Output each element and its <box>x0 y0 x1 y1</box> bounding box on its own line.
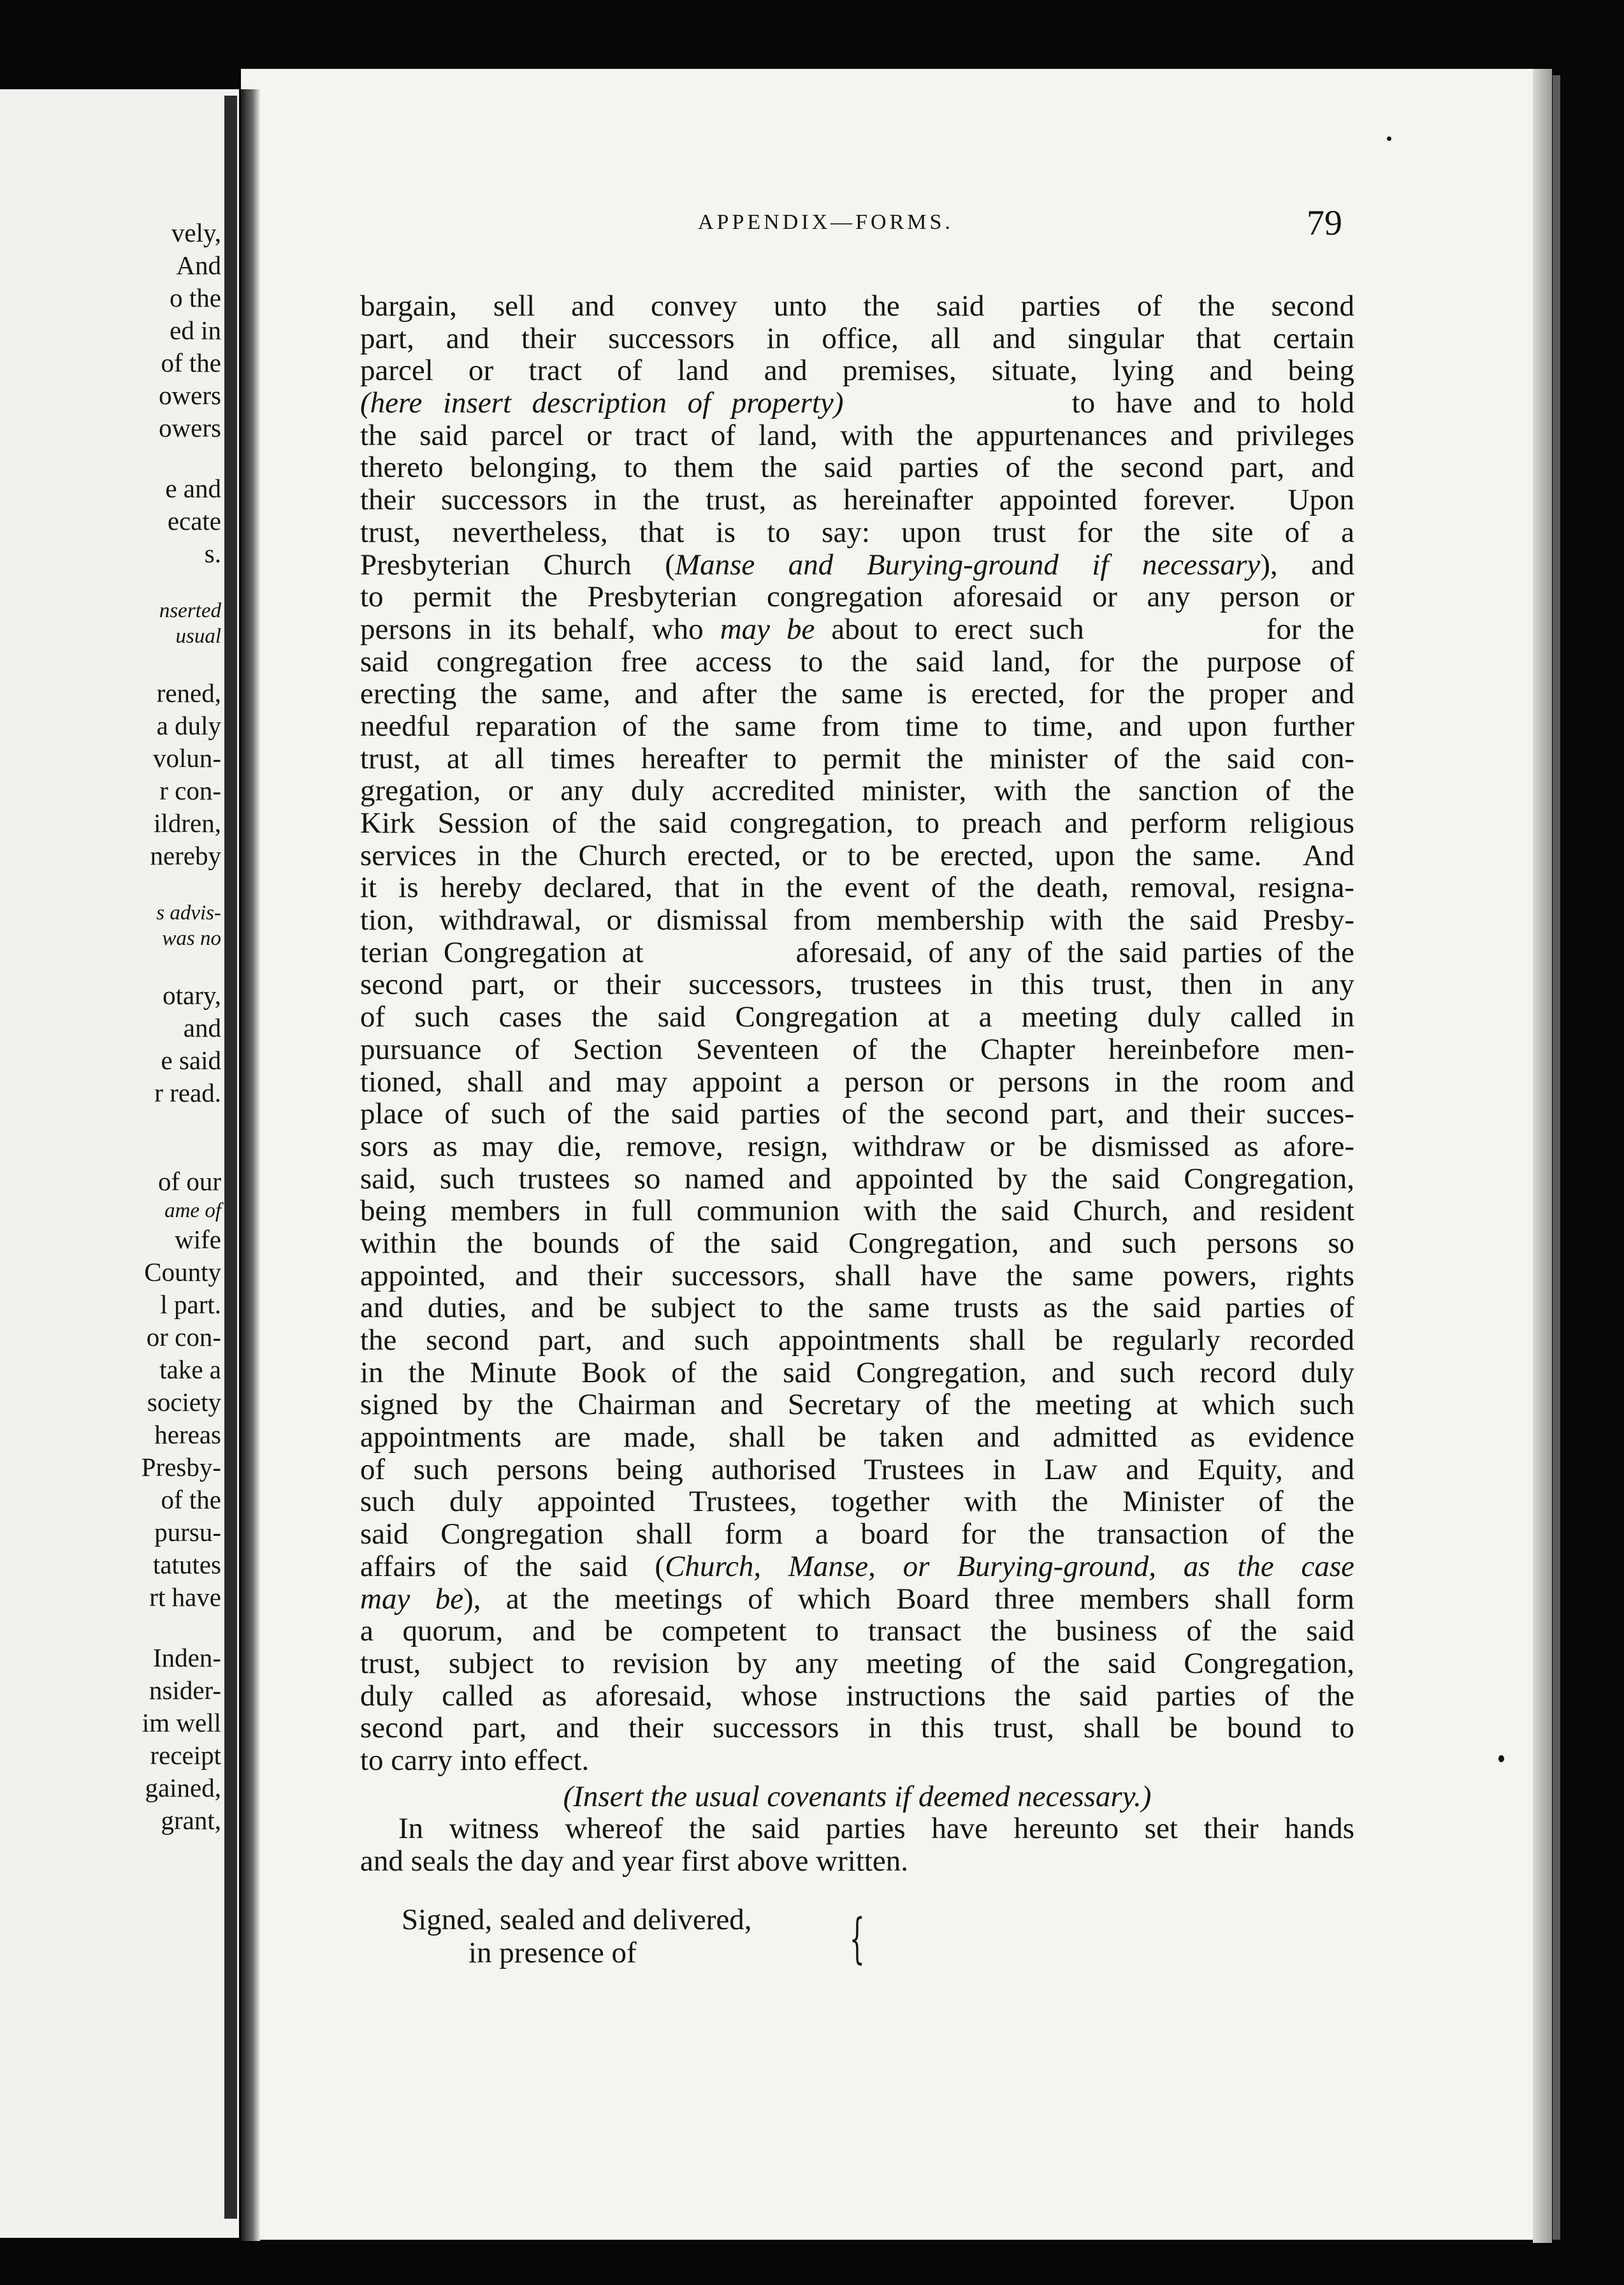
body-line: appointments are made, shall be taken and admitted as evidence <box>360 1420 1354 1454</box>
covenant-note: (Insert the usual covenants if deemed necessary.) <box>563 1779 1152 1813</box>
body-line: within the bounds of the said Congregation, and such persons so <box>360 1226 1354 1260</box>
left-page-fragment: hereas <box>154 1420 221 1449</box>
witness-line: and seals the day and year first above written. <box>360 1844 909 1878</box>
left-page-fragment: e said <box>161 1046 221 1075</box>
body-line: being members in full communion with the said Church, and resident <box>360 1194 1354 1228</box>
left-page-fragment: im well <box>141 1708 221 1737</box>
left-page-fragment: r read. <box>154 1078 221 1107</box>
left-page-fragment: ecate <box>167 506 221 536</box>
body-line: in the Minute Book of the said Congregation, and such record duly <box>360 1355 1354 1389</box>
left-page-fragment: otary, <box>163 981 221 1010</box>
body-line: their successors in the trust, as hereinafter appointed forever. Upon <box>360 483 1354 517</box>
left-page-fragment: owers <box>159 381 221 410</box>
brace-mark: { <box>849 1907 865 1969</box>
body-line: duly called as aforesaid, whose instructions the said parties of the <box>360 1679 1354 1712</box>
body-line: said congregation free access to the said land, for the purpose of <box>360 645 1354 678</box>
running-head: APPENDIX—FORMS. <box>698 210 953 234</box>
body-line: bargain, sell and convey unto the said parties of the second <box>360 289 1354 323</box>
body-line: affairs of the said (Church, Manse, or Burying-ground, as the case <box>360 1549 1355 1583</box>
left-page-fragment: nereby <box>150 841 221 870</box>
body-line: said Congregation shall form a board for the transaction of the <box>360 1517 1354 1551</box>
left-page-fragment: tatutes <box>152 1550 221 1579</box>
left-page-fragment: Presby- <box>141 1452 221 1482</box>
body-line: place of such of the said parties of the second part, and their succes- <box>360 1097 1354 1131</box>
body-line: tion, withdrawal, or dismissal from membership with the said Presby- <box>360 903 1354 937</box>
body-line: part, and their successors in office, all and singular that certain <box>360 321 1354 355</box>
left-margin-note: was no <box>162 927 221 950</box>
left-page-fragment: r con- <box>159 776 221 805</box>
body-text <box>360 290 1354 1878</box>
body-line: and duties, and be subject to the same trusts as the said parties of <box>360 1291 1354 1325</box>
left-page-fragment: grant, <box>161 1806 221 1835</box>
signature-line-1: Signed, sealed and delivered, <box>402 1903 752 1936</box>
page-edge <box>1533 69 1552 2243</box>
left-page-fragment: or con- <box>146 1322 221 1352</box>
body-line: gregation, or any duly accredited minister, with the sanction of the <box>360 774 1354 808</box>
left-page-binding <box>224 96 237 2219</box>
scan-speck <box>1387 136 1391 141</box>
left-margin-note: s advis- <box>156 902 221 924</box>
left-page-fragment: of the <box>161 1485 221 1514</box>
left-page-fragment: rened, <box>156 678 221 708</box>
body-line: sors as may die, remove, resign, withdraw or be dismissed as afore- <box>360 1129 1354 1163</box>
body-line: trust, subject to revision by any meeting of the said Congregation, <box>360 1646 1354 1680</box>
left-page-fragment: volun- <box>152 743 221 773</box>
left-page-fragment: take a <box>159 1355 221 1384</box>
left-page-fragment: l part. <box>160 1290 221 1319</box>
signature-block <box>402 1903 751 1969</box>
left-page-fragment: rt have <box>149 1582 221 1612</box>
body-line: trust, nevertheless, that is to say: upon trust for the site of a <box>360 515 1354 549</box>
left-page-fragment: vely, <box>171 218 221 247</box>
left-page-fragment: gained, <box>145 1773 221 1802</box>
body-line: such duly appointed Trustees, together with the Minister of the <box>360 1485 1354 1519</box>
body-line: it is hereby declared, that in the event of the death, removal, resigna- <box>360 871 1354 905</box>
left-margin-note: usual <box>175 625 221 648</box>
body-line: the said parcel or tract of land, with the appurtenances and privileges <box>360 418 1354 452</box>
body-line: to permit the Presbyterian congregation aforesaid or any person or <box>360 580 1354 614</box>
body-line: (here insert description of property) to have and to hold <box>360 386 1354 420</box>
body-line: erecting the same, and after the same is erected, for the proper and <box>360 677 1354 711</box>
body-line: second part, or their successors, trustees in this trust, then in any <box>360 968 1354 1002</box>
body-line: of such cases the said Congregation at a meeting duly called in <box>360 1000 1354 1034</box>
left-page-fragment: s. <box>204 539 221 568</box>
body-line: parcel or tract of land and premises, situate, lying and being <box>360 354 1354 388</box>
left-page-fragment: of the <box>161 348 221 377</box>
body-line: the second part, and such appointments shall be regularly recorded <box>360 1324 1354 1357</box>
signature-line-2: in presence of <box>468 1936 637 1969</box>
left-page-fragment: of our <box>157 1167 221 1196</box>
left-margin-note: nserted <box>159 599 221 622</box>
body-line: persons in its behalf, who may be about to erect such for the <box>360 612 1354 646</box>
page-number: 79 <box>1307 203 1342 243</box>
body-line: terian Congregation at aforesaid, of any of the said parties of the <box>360 935 1354 969</box>
left-page-fragment: and <box>183 1013 221 1042</box>
body-line: second part, and their successors in this trust, shall be bound to <box>360 1711 1354 1745</box>
right-page-binding <box>241 89 260 2241</box>
body-line: may be), at the meetings of which Board three members shall form <box>360 1582 1354 1616</box>
body-line: appointed, and their successors, shall have the same powers, rights <box>360 1259 1354 1292</box>
body-line: trust, at all times hereafter to permit the minister of the said con- <box>360 741 1354 775</box>
left-margin-note: ame of <box>164 1199 221 1222</box>
left-page-fragment: e and <box>165 474 221 503</box>
body-line: tioned, shall and may appoint a person or persons in the room and <box>360 1065 1354 1099</box>
body-line: pursuance of Section Seventeen of the Chapter hereinbefore men- <box>360 1032 1354 1066</box>
left-page-fragment: ildren, <box>154 808 221 838</box>
left-page-fragment: County <box>144 1257 221 1287</box>
body-line: of such persons being authorised Trustees in Law and Equity, and <box>360 1452 1354 1486</box>
left-page-fragment: o the <box>170 283 221 312</box>
body-line: a quorum, and be competent to transact the business of the said <box>360 1614 1354 1648</box>
body-line: thereto belonging, to them the said parties of the second part, and <box>360 451 1354 485</box>
left-page-fragment: owers <box>159 413 221 442</box>
left-page-fragment: And <box>176 251 221 280</box>
left-page-fragment: Inden- <box>152 1643 221 1672</box>
left-page-fragment: ed in <box>170 316 221 345</box>
body-line: said, such trustees so named and appointed by the said Congregation, <box>360 1162 1354 1195</box>
scan-speck <box>1498 1755 1504 1762</box>
body-line: to carry into effect. <box>360 1743 590 1777</box>
witness-line: In witness whereof the said parties have hereunto set their hands <box>398 1812 1354 1846</box>
left-page-fragment: a duly <box>156 711 221 740</box>
left-page-fragment: wife <box>175 1225 221 1254</box>
left-page-fragment: receipt <box>150 1741 221 1770</box>
left-page-fragment: society <box>147 1387 221 1417</box>
left-page-fragment: nsider- <box>149 1675 221 1705</box>
left-page <box>0 89 239 2238</box>
body-line: Kirk Session of the said congregation, to preach and perform religious <box>360 807 1354 840</box>
page-edge-shadow <box>1553 75 1560 2240</box>
body-line: needful reparation of the same from time to time, and upon further <box>360 709 1354 743</box>
body-line: Presbyterian Church (Manse and Burying-ground if necessary), and <box>360 548 1354 581</box>
body-line: services in the Church erected, or to be erected, upon the same. And <box>360 838 1354 872</box>
left-page-fragment: pursu- <box>154 1517 221 1547</box>
body-line: signed by the Chairman and Secretary of the meeting at which such <box>360 1388 1354 1422</box>
